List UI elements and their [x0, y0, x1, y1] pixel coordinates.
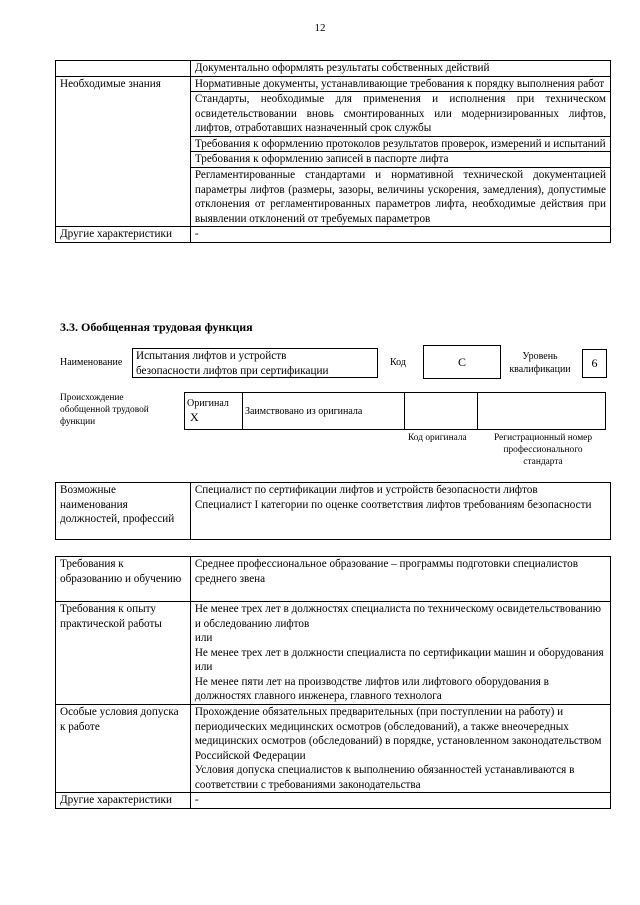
other-label: Другие характеристики [56, 227, 191, 243]
level-value-box [582, 349, 607, 378]
origin-label-line: Происхождение [60, 393, 124, 403]
reg-caption-line: стандарта [523, 456, 563, 467]
conditions-label: Особые условия допуска к работе [56, 704, 191, 792]
experience-item: Не менее пяти лет на производстве лифтов или лифтового оборудования в должностях главного инженера, главного технолога [194, 675, 549, 703]
table-row [56, 704, 611, 792]
origin-label-line: функции [60, 416, 96, 427]
experience-item: или [194, 632, 213, 645]
origin-code-caption: Код оригинала [408, 433, 467, 443]
level-label-line: Уровень [522, 351, 558, 362]
table-row [56, 483, 611, 540]
experience-item: или [194, 661, 213, 674]
conditions-values [190, 704, 610, 792]
requirements-table [55, 556, 611, 809]
table-row [56, 61, 611, 77]
position-item: Специалист I категории по оценке соответствия лифтов требованиям безопасности [194, 498, 592, 511]
experience-label: Требования к опыту практической работы [56, 602, 191, 705]
table-row [56, 227, 611, 243]
name-label: Наименование [60, 357, 123, 368]
conditions-item: Условия допуска специалистов к выполнению обязанностей устанавливаются в соответствии с требованиями законодательства [194, 764, 575, 791]
original-cell [185, 393, 243, 430]
experience-values [190, 602, 610, 705]
experience-item: Не менее трех лет в должности специалиста по сертификации машин и оборудования [194, 646, 604, 659]
borrowed-label: Заимствовано из оригинала [242, 393, 404, 430]
name-value-box [132, 348, 378, 378]
reg-caption-line: Регистрационный номер [493, 433, 593, 443]
table-row [56, 76, 611, 92]
experience-item: Не менее трех лет в должностях специалиста по техническому освидетельствованию и обследованию лифтов [194, 603, 602, 630]
name-value-line: Испытания лифтов и устройств [136, 350, 287, 362]
origin-table [184, 392, 606, 430]
knowledge-item: Требования к оформлению записей в паспорте лифта [190, 152, 610, 168]
origin-reg-cell [478, 393, 606, 430]
other-value: - [190, 227, 610, 243]
positions-table [55, 482, 611, 540]
level-label-line: квалификации [509, 363, 571, 375]
knowledge-label: Необходимые знания [56, 76, 191, 227]
table-row [56, 557, 611, 602]
origin-label-line: обобщенной трудовой [60, 404, 149, 415]
knowledge-table [55, 60, 611, 243]
conditions-item: Прохождение обязательных предварительных (при поступлении на работу) и периодических медицинских осмотров (обследований), а также внеочередных медицинских осмотров (обследований) в порядке, установленном законодательством Российской Федерации [194, 705, 602, 762]
knowledge-item: Стандарты, необходимые для применения и исполнения при техническом освидетельствовании вновь смонтированных или модернизированных лифтов, лифтов, отработавших назначенный срок службы [190, 92, 610, 137]
positions-label: Возможные наименования должностей, профессий [56, 483, 191, 540]
code-label: Код [390, 357, 406, 368]
positions-values [190, 483, 610, 540]
knowledge-item: Нормативные документы, устанавливающие требования к порядку выполнения работ [190, 76, 610, 92]
knowledge-item: Регламентированные стандартами и нормативной технической документацией параметры лифтов (размеры, зазоры, величины ускорения, замедления), допустимые отклонения от регламентированных параметров лифта, необходимые действия при выявлении отклонений от требуемых параметров [190, 167, 610, 226]
table-row [56, 602, 611, 705]
knowledge-item: Требования к оформлению протоколов результатов проверок, измерений и испытаний [190, 136, 610, 152]
education-label: Требования к образованию и обучению [56, 557, 191, 602]
education-value: Среднее профессиональное образование – программы подготовки специалистов среднего звена [190, 557, 610, 602]
code-value: C [457, 355, 466, 369]
name-value-line: безопасности лифтов при сертификации [136, 364, 329, 377]
row-value: Документально оформлять результаты собственных действий [190, 61, 610, 77]
level-label [506, 351, 574, 376]
original-mark: X [190, 409, 199, 424]
code-value-box [423, 345, 501, 379]
level-value: 6 [591, 356, 598, 370]
empty-label-cell [56, 61, 191, 77]
other-value: - [190, 793, 610, 809]
table-row [185, 393, 606, 430]
position-item: Специалист по сертификации лифтов и устройств безопасности лифтов [194, 484, 538, 496]
origin-reg-caption [482, 433, 604, 468]
page-number: 12 [314, 22, 326, 34]
original-label: Оригинал [187, 397, 229, 409]
other-label: Другие характеристики [56, 793, 191, 809]
section-title: 3.3. Обобщенная трудовая функция [60, 320, 253, 334]
origin-code-cell [404, 393, 478, 430]
reg-caption-line: профессионального [503, 444, 583, 455]
table-row [56, 793, 611, 809]
origin-label [60, 393, 149, 428]
